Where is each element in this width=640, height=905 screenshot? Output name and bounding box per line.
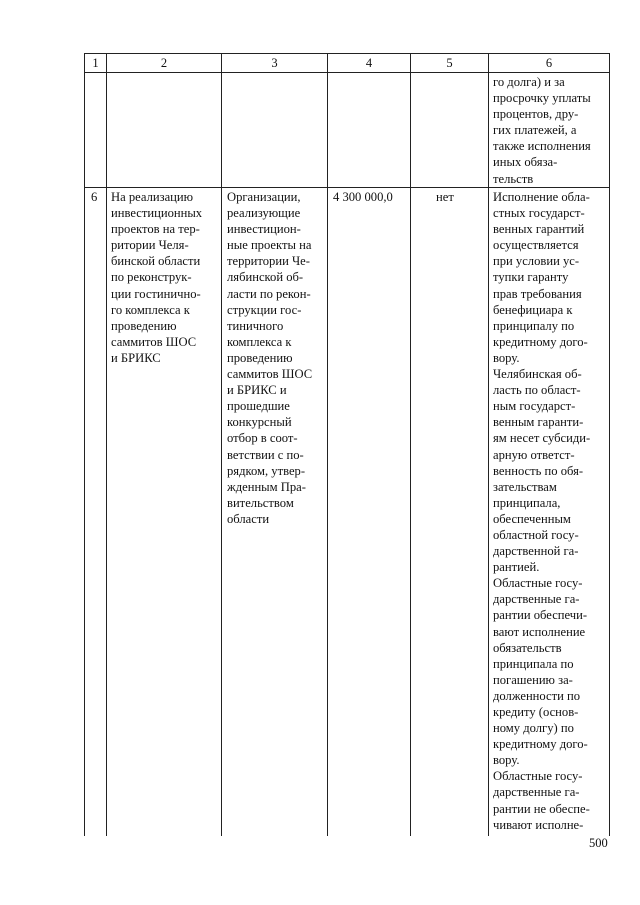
text-line: ным государст- xyxy=(493,399,576,414)
page-number: 500 xyxy=(589,836,608,850)
text-line: проведению xyxy=(111,318,177,333)
text-line: по реконструк- xyxy=(111,270,192,285)
text-line: ям несет субсиди- xyxy=(493,431,591,446)
text-line: дарственные га- xyxy=(493,785,580,800)
text-line: ритории Челя- xyxy=(111,238,189,253)
text-line: ласть по област- xyxy=(493,383,581,398)
text-line: стных государст- xyxy=(493,206,585,221)
text-line: и БРИКС и xyxy=(227,383,287,398)
text-line: ласти по рекон- xyxy=(227,286,311,301)
text-line: принципала, xyxy=(493,495,561,510)
text-line: Организации, xyxy=(227,190,301,204)
text-line: лябинской об- xyxy=(227,270,304,285)
text-line: арную ответст- xyxy=(493,447,575,462)
header-col-3: 3 xyxy=(271,56,278,70)
text-line: ции гостинично- xyxy=(111,286,201,301)
text-line: осуществляется xyxy=(493,238,579,253)
text-line: вительством xyxy=(227,495,294,510)
text-line: прошедшие xyxy=(227,399,290,414)
text-line: обеспеченным xyxy=(493,511,571,526)
header-col-5: 5 xyxy=(446,56,453,70)
principal-recipients xyxy=(227,189,312,527)
text-line: дарственной га- xyxy=(493,544,579,559)
text-line: областной госу- xyxy=(493,527,579,542)
text-line: погашению за- xyxy=(493,672,573,687)
column-border xyxy=(106,53,107,836)
text-line: также исполнения xyxy=(493,139,591,154)
continuation-conditions xyxy=(493,74,591,187)
text-line: венность по обя- xyxy=(493,463,584,478)
text-line: обязательств xyxy=(493,640,562,655)
text-line: рядком, утвер- xyxy=(227,463,306,478)
text-line: го комплекса к xyxy=(111,302,190,317)
text-line: вору. xyxy=(493,753,520,768)
text-line: венных гарантий xyxy=(493,222,585,237)
text-line: вают исполнение xyxy=(493,624,586,639)
text-line: отбор в соот- xyxy=(227,431,298,446)
text-line: кредиту (основ- xyxy=(493,705,579,719)
guarantee-conditions xyxy=(493,189,590,833)
text-line: кредитному дого- xyxy=(493,737,588,752)
text-line: рантии обеспечи- xyxy=(493,608,588,623)
guarantee-amount: 4 300 000,0 xyxy=(333,190,393,204)
text-line: рантией. xyxy=(493,560,540,575)
text-line: территории Че- xyxy=(227,254,310,269)
text-line: тупки гаранту xyxy=(493,270,569,285)
text-line: реализующие xyxy=(227,206,301,221)
guarantee-purpose xyxy=(111,189,202,366)
text-line: чивают исполне- xyxy=(493,817,584,832)
row-separator xyxy=(84,187,610,188)
text-line: гих платежей, а xyxy=(493,123,577,138)
text-line: зательствам xyxy=(493,479,557,494)
header-col-2: 2 xyxy=(160,56,168,70)
text-line: кредитному дого- xyxy=(493,334,588,349)
text-line: Областные госу- xyxy=(493,576,583,591)
text-line: дарственные га- xyxy=(493,592,580,607)
header-bottom-border xyxy=(84,72,610,73)
text-line: тиничного xyxy=(227,318,284,333)
text-line: бенефициара к xyxy=(493,302,573,317)
text-line: инвестицион- xyxy=(227,222,301,237)
column-border xyxy=(84,53,85,836)
text-line: при условии ус- xyxy=(493,254,580,269)
text-line: го долга) и за xyxy=(493,75,565,89)
text-line: прав требования xyxy=(493,286,582,301)
text-line: ветствии с по- xyxy=(227,447,304,462)
header-col-4: 4 xyxy=(365,56,373,70)
table-top-border xyxy=(84,53,610,54)
column-border xyxy=(410,53,411,836)
text-line: инвестиционных xyxy=(111,206,203,221)
row-number: 6 xyxy=(91,190,98,204)
text-line: бинской области xyxy=(111,254,201,269)
recourse-right: нет xyxy=(436,190,454,204)
text-line: процентов, дру- xyxy=(493,107,579,122)
column-border xyxy=(221,53,222,836)
text-line: и БРИКС xyxy=(111,350,161,365)
text-line: Челябинская об- xyxy=(493,367,582,382)
column-border xyxy=(488,53,489,836)
text-line: просрочку уплаты xyxy=(493,91,591,106)
text-line: конкурсный xyxy=(227,415,292,430)
text-line: проведению xyxy=(227,350,293,365)
text-line: принципалу по xyxy=(493,318,575,333)
text-line: вору. xyxy=(493,350,520,365)
text-line: На реализацию xyxy=(111,190,194,204)
text-line: саммитов ШОС xyxy=(227,367,313,382)
text-line: жденным Пра- xyxy=(227,479,306,494)
text-line: венным гаранти- xyxy=(493,415,584,430)
text-line: Областные госу- xyxy=(493,769,583,784)
text-line: иных обяза- xyxy=(493,155,558,170)
text-line: тельств xyxy=(493,171,534,186)
text-line: долженности по xyxy=(493,688,581,703)
text-line: ные проекты на xyxy=(227,238,312,253)
column-border xyxy=(327,53,328,836)
header-col-6: 6 xyxy=(545,56,553,70)
text-line: струкции гос- xyxy=(227,302,302,317)
text-line: саммитов ШОС xyxy=(111,334,197,349)
text-line: принципала по xyxy=(493,656,574,671)
text-line: Исполнение обла- xyxy=(493,190,590,204)
text-line: проектов на тер- xyxy=(111,222,200,237)
text-line: комплекса к xyxy=(227,334,292,349)
text-line: области xyxy=(227,511,270,526)
text-line: рантии не обеспе- xyxy=(493,801,590,816)
header-col-1: 1 xyxy=(92,56,99,70)
text-line: ному долгу) по xyxy=(493,721,574,736)
column-border xyxy=(609,53,610,836)
